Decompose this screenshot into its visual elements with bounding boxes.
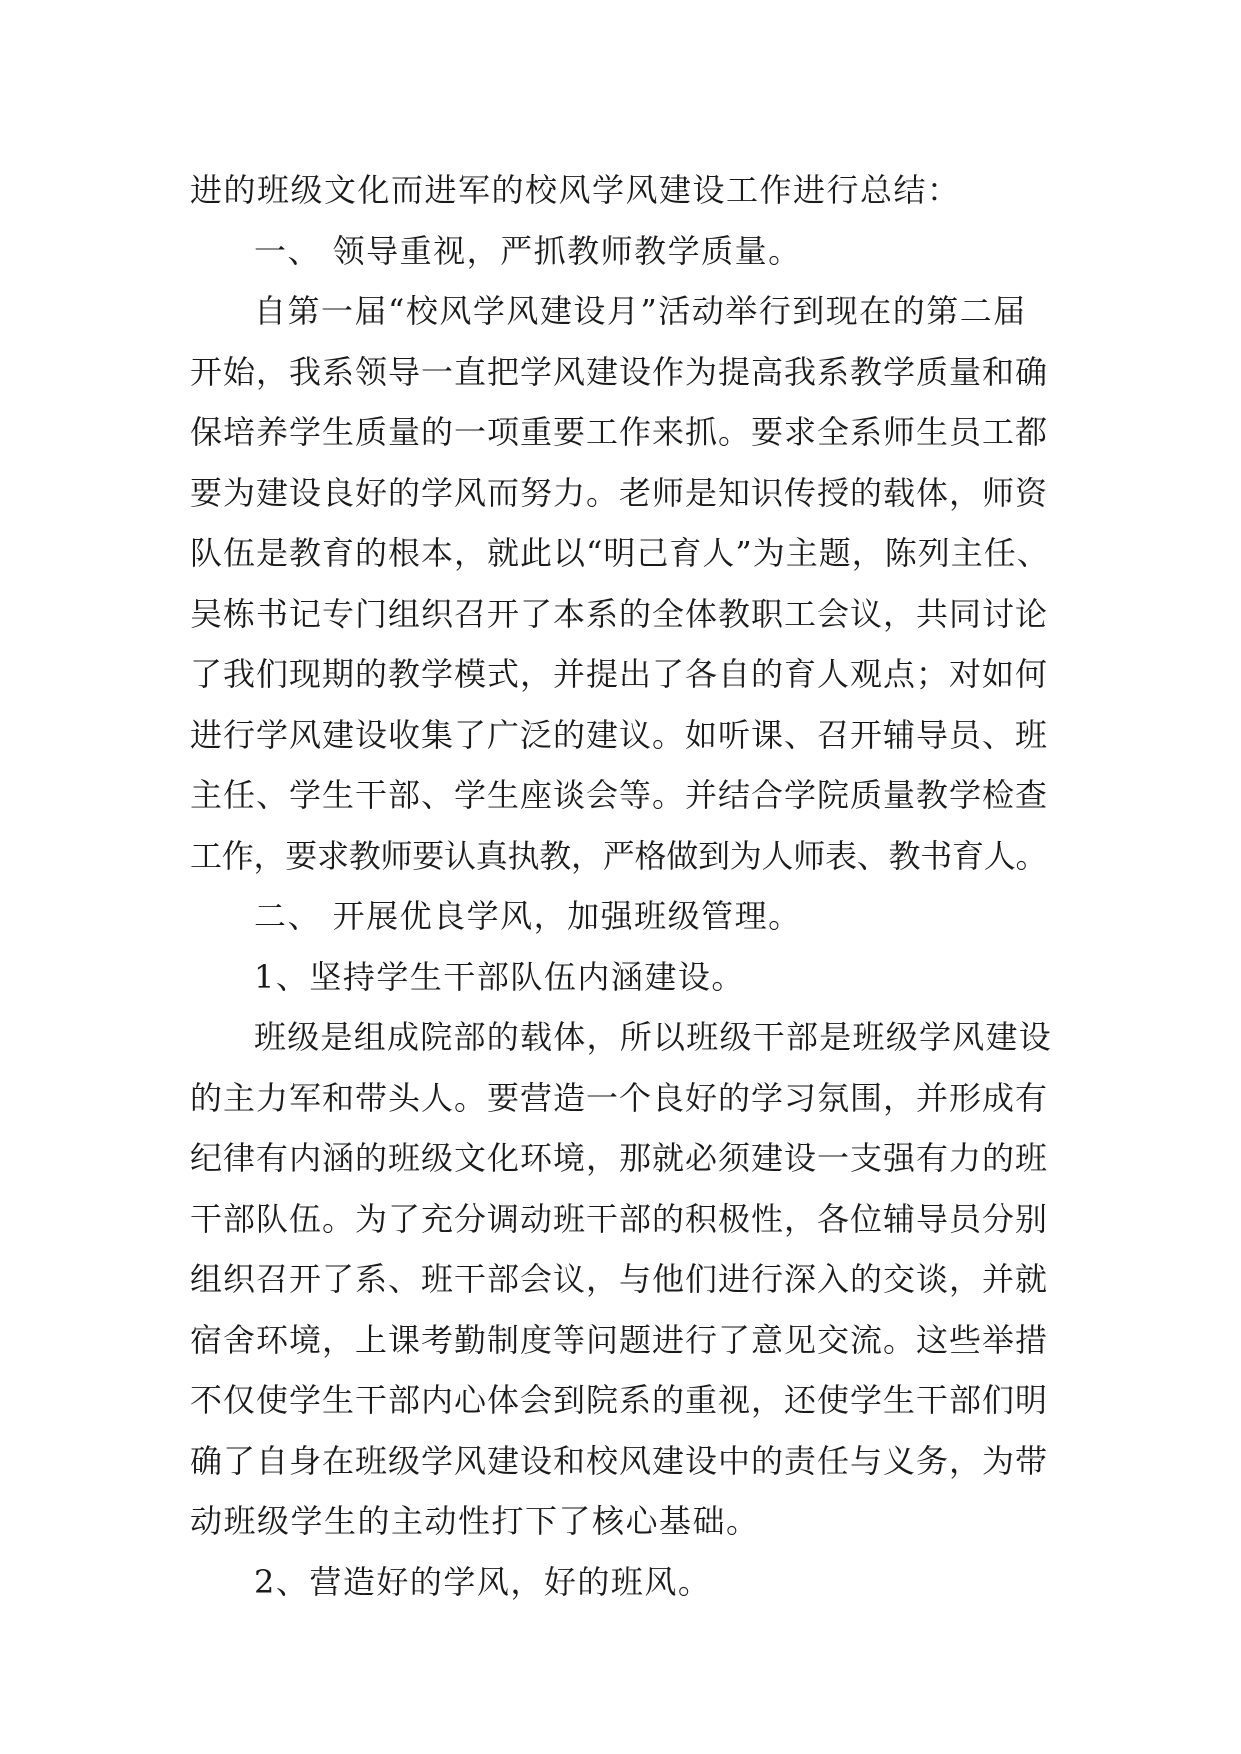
text-line: 开始，我系领导一直把学风建设作为提高我系教学质量和确 [190, 352, 1049, 391]
text-line: 2、营造好的学风，好的班风。 [254, 1562, 712, 1601]
text-line: 吴栋书记专门组织召开了本系的全体教职工会议，共同讨论 [190, 594, 1049, 633]
text-line: 组织召开了系、班干部会议，与他们进行深入的交谈，并就 [190, 1260, 1049, 1298]
text-line: 了我们现期的教学模式，并提出了各自的育人观点；对如何 [190, 655, 1049, 693]
text-line: 要为建设良好的学风而努力。老师是知识传授的载体，师资 [190, 473, 1049, 512]
text-line: 一、 领导重视，严抓教师教学质量。 [254, 231, 802, 270]
text-line: 自第一届“校风学风建设月”活动举行到现在的第二届 [254, 292, 1027, 330]
text-line: 干部队伍。为了充分调动班干部的积极性，各位辅导员分别 [190, 1199, 1049, 1238]
text-line: 不仅使学生干部内心体会到院系的重视，还使学生干部们明 [190, 1381, 1049, 1419]
text-line: 的主力军和带头人。要营造一个良好的学习氛围，并形成有 [190, 1078, 1049, 1117]
text-line: 纪律有内涵的班级文化环境，那就必须建设一支强有力的班 [190, 1139, 1049, 1177]
text-line: 宿舍环境，上课考勤制度等问题进行了意见交流。这些举措 [190, 1320, 1049, 1359]
text-line: 班级是组成院部的载体，所以班级干部是班级学风建设 [254, 1018, 1053, 1056]
text-line: 保培养学生质量的一项重要工作来抓。要求全系师生员工都 [190, 413, 1049, 451]
text-line: 动班级学生的主动性打下了核心基础。 [190, 1502, 760, 1540]
text-line: 1、坚持学生干部队伍内涵建设。 [254, 957, 745, 996]
text-line: 二、 开展优良学风，加强班级管理。 [254, 897, 802, 935]
text-line: 队伍是教育的根本，就此以“明己育人”为主题，陈列主任、 [190, 534, 1050, 572]
text-line: 工作，要求教师要认真执教，严格做到为人师表、教书育人。 [190, 836, 1048, 875]
text-line: 进行学风建设收集了广泛的建议。如听课、召开辅导员、班 [190, 715, 1049, 754]
text-line: 主任、学生干部、学生座谈会等。并结合学院质量教学检查 [190, 776, 1049, 814]
text-line: 进的班级文化而进军的校风学风建设工作进行总结： [190, 171, 961, 209]
text-line: 确了自身在班级学风建设和校风建设中的责任与义务，为带 [190, 1441, 1049, 1480]
document-body [190, 160, 1052, 1612]
